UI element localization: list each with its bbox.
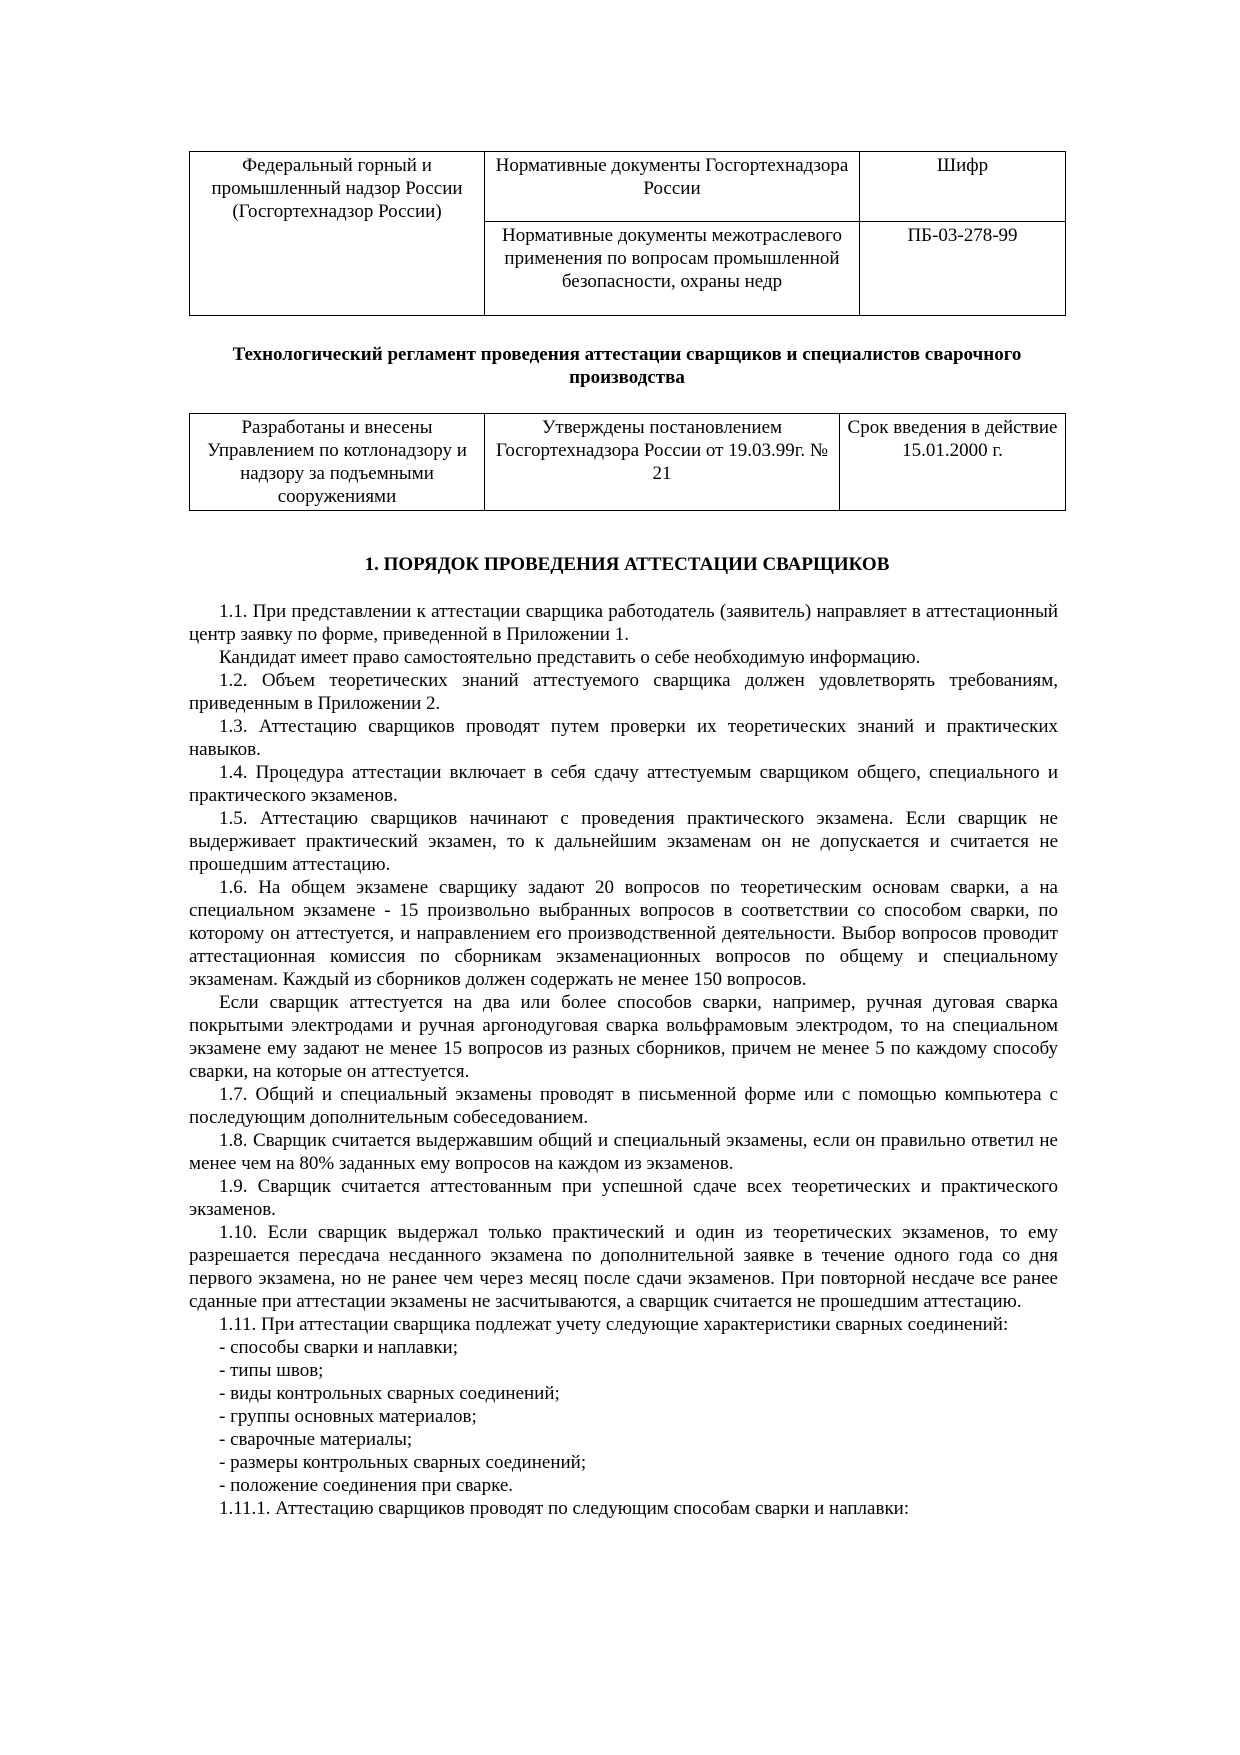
docs-row2-cell: Нормативные документы межотраслевого применения по вопросам промышленной безопасности, охраны недр (485, 222, 860, 316)
approved-cell: Утверждены постановлением Госгортехнадзора России от 19.03.99г. № 21 (485, 414, 840, 511)
code-label-cell: Шифр (860, 152, 1066, 222)
paragraph: Кандидат имеет право самостоятельно представить о себе необходимую информацию. (219, 647, 921, 668)
paragraph: 1.4. Процедура аттестации включает в себя сдачу аттестуемым сварщиком общего, специального и практического экзаменов. (189, 762, 1058, 806)
list-item: - виды контрольных сварных соединений; (219, 1383, 560, 1404)
paragraph: 1.6. На общем экзамене сварщику задают 20 вопросов по теоретическим основам сварки, а на специальном экзамене - 15 произвольно выбранных вопросов в соответствии со способом сварки, по которому он аттестуется, и направлением его производственной деятельности. Выбор вопросов проводит аттестационная комиссия по сборникам экзаменационных вопросов по общему и специальному экзаменам. Каждый из сборников должен содержать не менее 150 вопросов. (189, 877, 1058, 990)
final-paragraph: 1.11.1. Аттестацию сварщиков проводят по следующим способам сварки и наплавки: (219, 1498, 910, 1519)
developed-cell: Разработаны и внесены Управлением по котлонадзору и надзору за подъемными сооружениями (190, 414, 485, 511)
document-title: Технологический регламент проведения аттестации сварщиков и специалистов сварочного производства (232, 344, 1022, 388)
header-table (189, 151, 1066, 316)
paragraph: Если сварщик аттестуется на два или более способов сварки, например, ручная дуговая сварка покрытыми электродами и ручная аргонодуговая сварка вольфрамовым электродом, то на специальном экзамене ему задают не менее 15 вопросов из разных сборников, причем не менее 5 по каждому способу сварки, на которые он аттестуется. (189, 992, 1058, 1082)
list-item: - группы основных материалов; (219, 1406, 477, 1427)
list-item: - типы швов; (219, 1360, 324, 1381)
paragraph: 1.1. При представлении к аттестации сварщика работодатель (заявитель) направляет в аттестационный центр заявку по форме, приведенной в Приложении 1. (189, 601, 1058, 645)
effective-cell: Срок введения в действие 15.01.2000 г. (840, 414, 1066, 511)
paragraph: 1.5. Аттестацию сварщиков начинают с проведения практического экзамена. Если сварщик не выдерживает практический экзамен, то к дальнейшим экзаменам он не допускается и считается не прошедшим аттестацию. (189, 808, 1058, 875)
paragraph: 1.9. Сварщик считается аттестованным при успешной сдаче всех теоретических и практического экзаменов. (189, 1176, 1058, 1220)
paragraph: 1.3. Аттестацию сварщиков проводят путем проверки их теоретических знаний и практических навыков. (189, 716, 1058, 760)
paragraph: 1.10. Если сварщик выдержал только практический и один из теоретических экзаменов, то ему разрешается пересдача несданного экзамена по дополнительной заявке в течение одного года со дня первого экзамена, но не ранее чем через месяц после сдачи экзаменов. При повторной несдаче все ранее сданные при аттестации экзамены не засчитываются, а сварщик считается не прошедшим аттестацию. (189, 1222, 1058, 1312)
paragraph: 1.2. Объем теоретических знаний аттестуемого сварщика должен удовлетворять требованиям, приведенным в Приложении 2. (189, 670, 1058, 714)
info-table (189, 413, 1066, 511)
authority-cell: Федеральный горный и промышленный надзор России (Госгортехнадзор России) (190, 152, 485, 316)
code-value-cell: ПБ-03-278-99 (860, 222, 1066, 316)
paragraph: 1.8. Сварщик считается выдержавшим общий и специальный экзамены, если он правильно ответил не менее чем на 80% заданных ему вопросов на каждом из экзаменов. (189, 1130, 1058, 1174)
list-item: - способы сварки и наплавки; (219, 1337, 459, 1358)
paragraph: 1.11. При аттестации сварщика подлежат учету следующие характеристики сварных соединений: (219, 1314, 1009, 1335)
section-title: 1. ПОРЯДОК ПРОВЕДЕНИЯ АТТЕСТАЦИИ СВАРЩИКОВ (364, 554, 890, 575)
docs-row1-cell: Нормативные документы Госгортехнадзора России (485, 152, 860, 222)
paragraph: 1.7. Общий и специальный экзамены проводят в письменной форме или с помощью компьютера с последующим дополнительным собеседованием. (189, 1084, 1058, 1128)
list-item: - положение соединения при сварке. (219, 1475, 514, 1496)
document-body (189, 600, 1058, 1520)
list-item: - сварочные материалы; (219, 1429, 413, 1450)
list-item: - размеры контрольных сварных соединений; (219, 1452, 587, 1473)
